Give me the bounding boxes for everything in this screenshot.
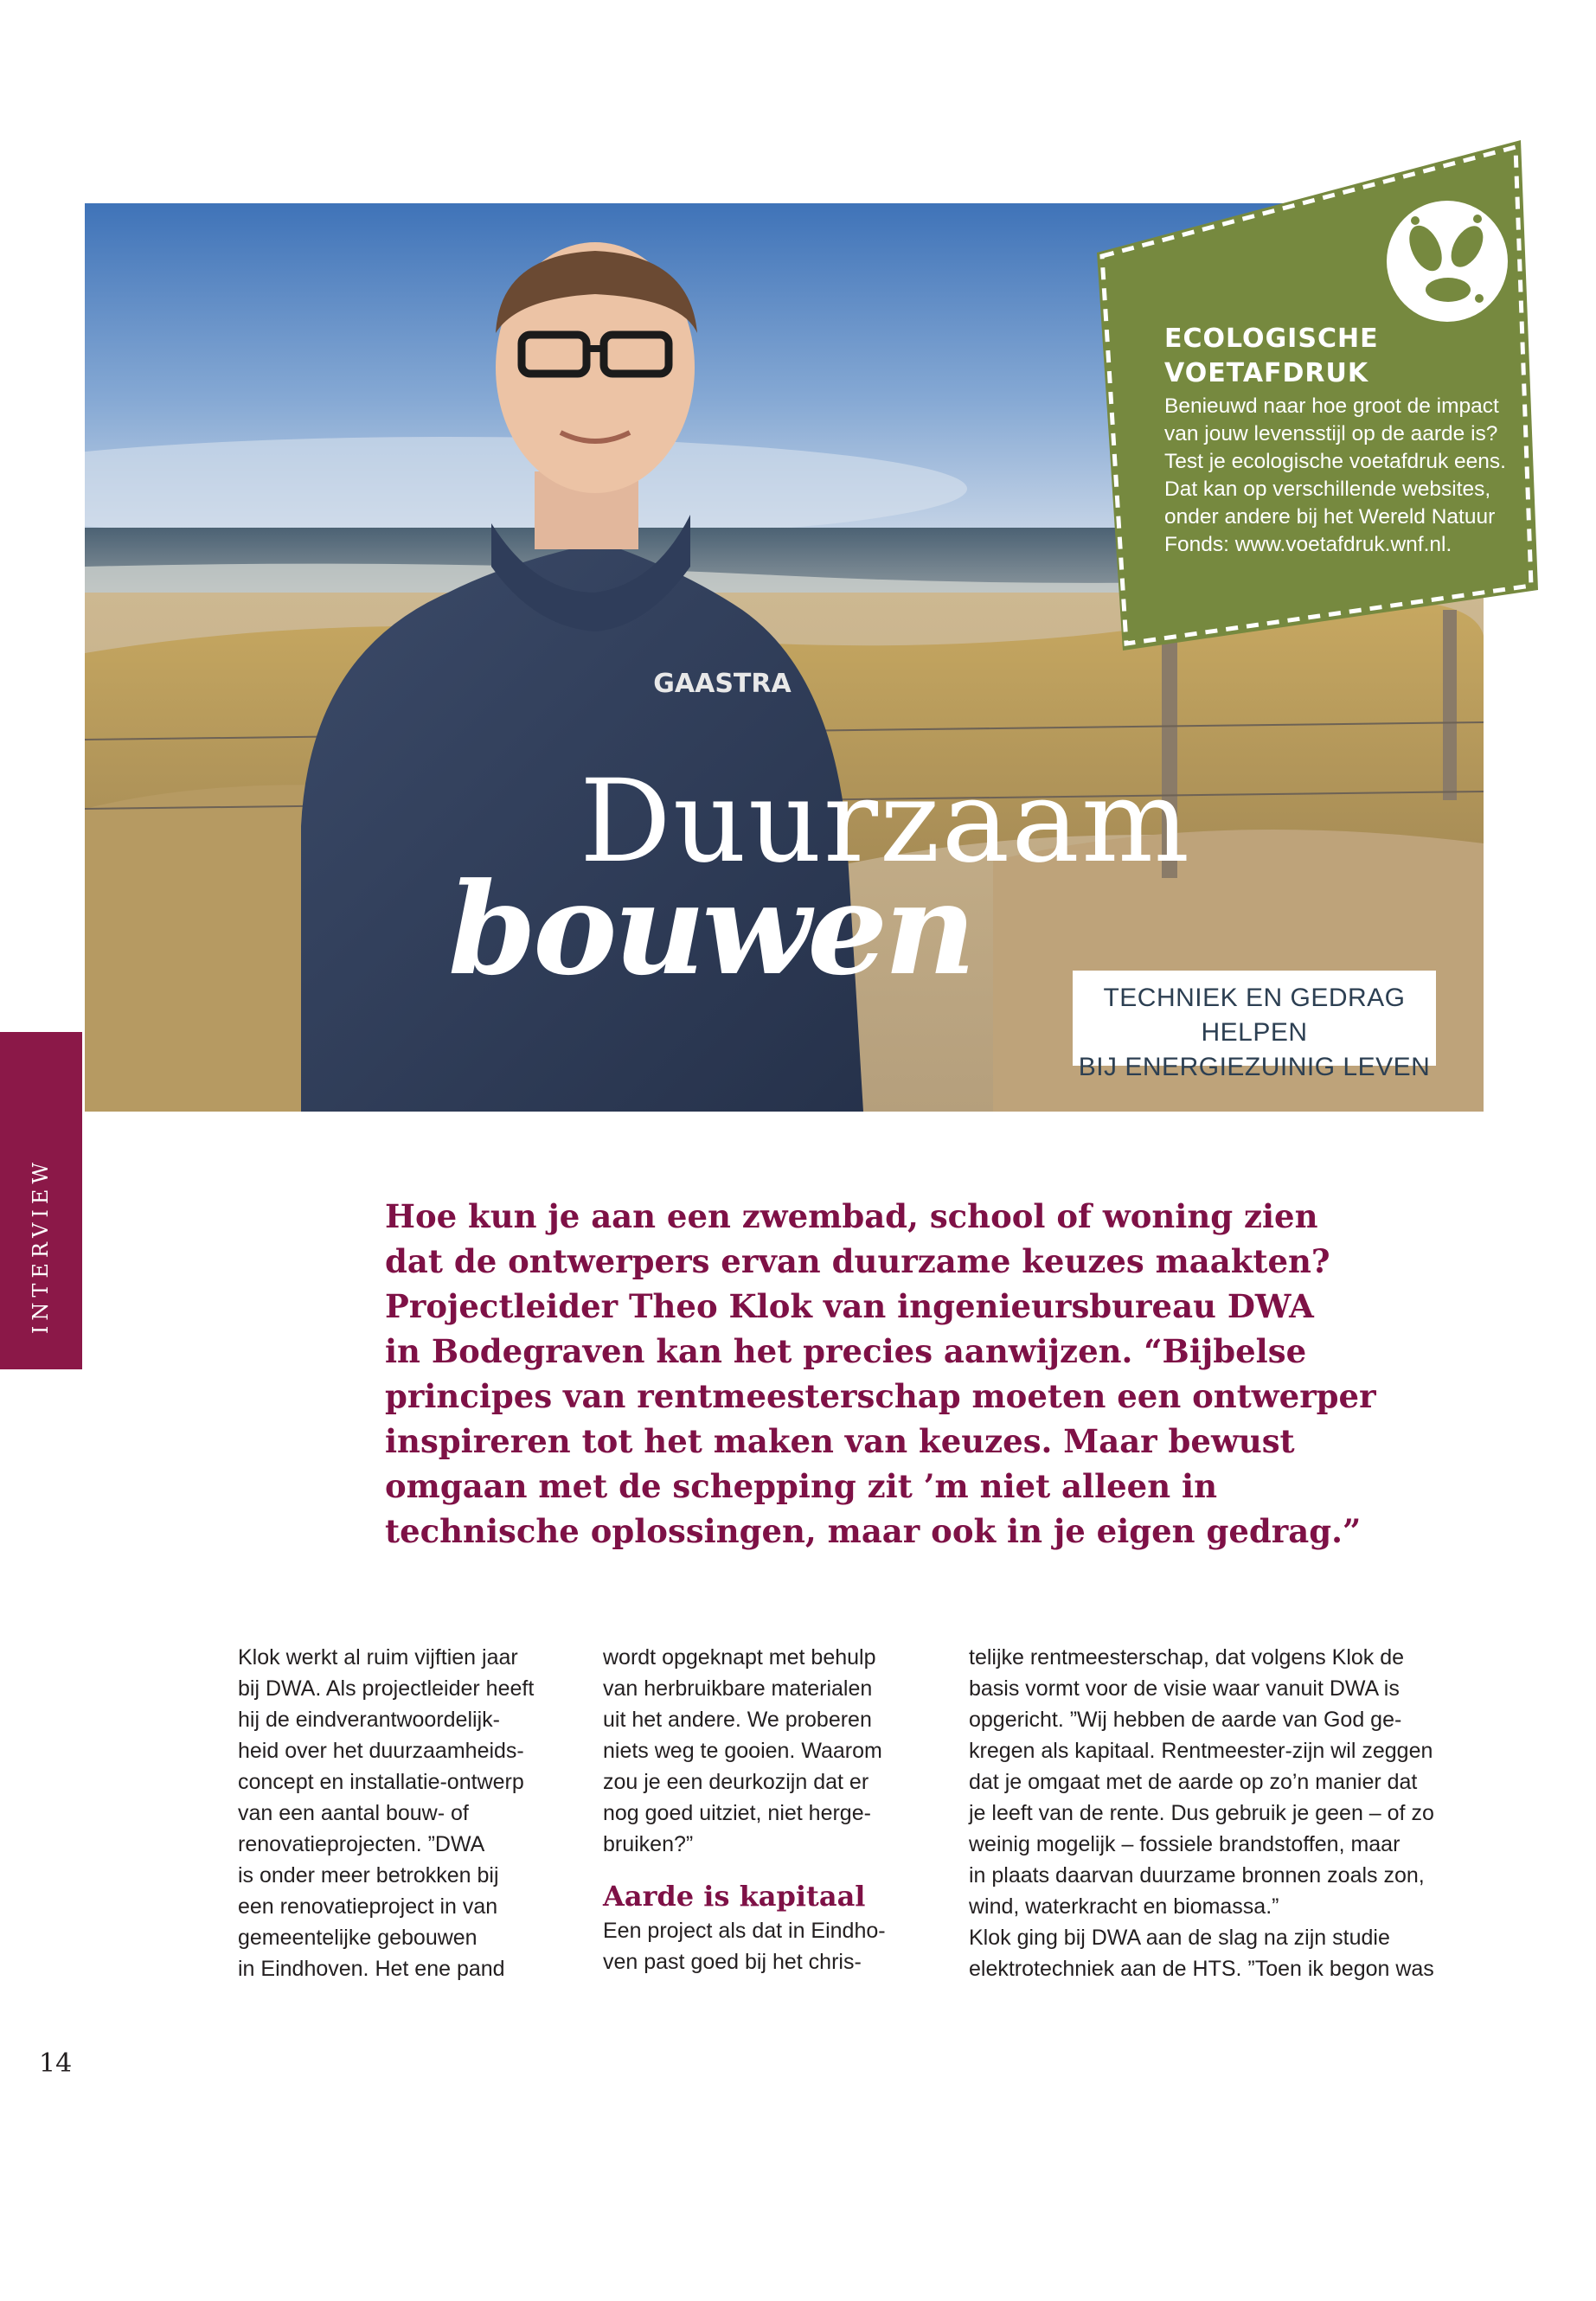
body-line: is onder meer betrokken bij bbox=[238, 1863, 499, 1888]
body-line: in plaats daarvan duurzame bronnen zoals zon, bbox=[969, 1863, 1425, 1888]
body-line: ven past goed bij het chris- bbox=[603, 1950, 862, 1974]
ecological-footprint-box bbox=[1097, 140, 1538, 651]
intro-line: technische oplossingen, maar ook in je eigen gedrag.” bbox=[385, 1512, 1362, 1550]
section-heading: Aarde is kapitaal bbox=[603, 1880, 866, 1913]
body-line: je leeft van de rente. Dus gebruik je geen – of zo bbox=[969, 1801, 1434, 1825]
body-line: basis vormt voor de visie waar vanuit DWA is bbox=[969, 1676, 1400, 1701]
body-line: concept en installatie-ontwerp bbox=[238, 1770, 524, 1794]
intro-line: Projectleider Theo Klok van ingenieursbureau DWA bbox=[385, 1287, 1314, 1325]
body-line: in Eindhoven. Het ene pand bbox=[238, 1957, 505, 1981]
body-line: van een aantal bouw- of bbox=[238, 1801, 469, 1825]
body-line: Klok ging bij DWA aan de slag na zijn studie bbox=[969, 1926, 1390, 1950]
article-intro bbox=[385, 1194, 1406, 1554]
body-line: hij de eindverantwoordelijk- bbox=[238, 1708, 500, 1732]
eco-text-line: Fonds: www.voetafdruk.wnf.nl. bbox=[1164, 533, 1452, 556]
body-line: Een project als dat in Eindho- bbox=[603, 1919, 886, 1943]
body-line: renovatieprojecten. ”DWA bbox=[238, 1832, 485, 1856]
article-subtitle bbox=[1073, 971, 1436, 1081]
eco-title-line: VOETAFDRUK bbox=[1164, 358, 1369, 388]
intro-line: inspireren tot het maken van keuzes. Maar bewust bbox=[385, 1422, 1295, 1460]
intro-line: principes van rentmeesterschap moeten een ontwerper bbox=[385, 1377, 1376, 1415]
eco-text-line: Benieuwd naar hoe groot de impact bbox=[1164, 394, 1499, 418]
eco-text-line: Dat kan op verschillende websites, bbox=[1164, 478, 1491, 501]
body-line: bij DWA. Als projectleider heeft bbox=[238, 1676, 535, 1701]
subtitle-line: TECHNIEK EN GEDRAG HELPEN bbox=[1103, 984, 1406, 1047]
body-line: zou je een deurkozijn dat er bbox=[603, 1770, 869, 1794]
eco-title-line: ECOLOGISCHE bbox=[1164, 324, 1379, 354]
body-line: kregen als kapitaal. Rentmeester-zijn wil zeggen bbox=[969, 1739, 1433, 1763]
body-line: dat je omgaat met de aarde op zo’n manier dat bbox=[969, 1770, 1418, 1794]
body-column-1 bbox=[238, 1642, 584, 1984]
body-line: niets weg te gooien. Waarom bbox=[603, 1739, 882, 1763]
body-line: wordt opgeknapt met behulp bbox=[603, 1645, 876, 1670]
body-line: bruiken?” bbox=[603, 1832, 694, 1856]
intro-line: in Bodegraven kan het precies aanwijzen. “Bijbelse bbox=[385, 1332, 1307, 1370]
body-line: uit het andere. We proberen bbox=[603, 1708, 872, 1732]
intro-line: dat de ontwerpers ervan duurzame keuzes maakten? bbox=[385, 1242, 1330, 1280]
eco-text-line: onder andere bij het Wereld Natuur bbox=[1164, 505, 1496, 529]
footprints-recycle-icon bbox=[1382, 196, 1512, 330]
body-line: telijke rentmeesterschap, dat volgens Klok de bbox=[969, 1645, 1405, 1670]
body-line: een renovatieproject in van bbox=[238, 1894, 498, 1919]
body-line: opgericht. ”Wij hebben de aarde van God ge- bbox=[969, 1708, 1402, 1732]
eco-text-line: van jouw levensstijl op de aarde is? bbox=[1164, 422, 1498, 445]
body-column-3 bbox=[969, 1642, 1488, 1984]
intro-line: Hoe kun je aan een zwembad, school of woning zien bbox=[385, 1197, 1318, 1235]
body-line: wind, waterkracht en biomassa.” bbox=[969, 1894, 1279, 1919]
eco-box-text bbox=[1164, 393, 1545, 559]
body-column-2 bbox=[603, 1642, 949, 1977]
eco-box-title bbox=[1164, 322, 1528, 391]
sweater-logo: GAASTRA bbox=[653, 669, 792, 699]
body-line: nog goed uitziet, niet herge- bbox=[603, 1801, 871, 1825]
intro-line: omgaan met de schepping zit ’m niet alleen in bbox=[385, 1467, 1217, 1505]
body-line: gemeentelijke gebouwen bbox=[238, 1926, 478, 1950]
body-line: van herbruikbare materialen bbox=[603, 1676, 873, 1701]
body-line: Klok werkt al ruim vijftien jaar bbox=[238, 1645, 518, 1670]
section-tab-label: INTERVIEW bbox=[29, 1157, 53, 1335]
article-title-line1: Duurzaam bbox=[580, 755, 1192, 888]
body-line: heid over het duurzaamheids- bbox=[238, 1739, 524, 1763]
body-line: weinig mogelijk – fossiele brandstoffen, maar bbox=[969, 1832, 1401, 1856]
page-number: 14 bbox=[39, 2048, 73, 2079]
body-line: elektrotechniek aan de HTS. ”Toen ik begon was bbox=[969, 1957, 1434, 1981]
eco-text-line: Test je ecologische voetafdruk eens. bbox=[1164, 450, 1506, 473]
subtitle-line: BIJ ENERGIEZUINIG LEVEN bbox=[1078, 1053, 1431, 1081]
article-title-line2: bouwen bbox=[448, 856, 973, 1003]
